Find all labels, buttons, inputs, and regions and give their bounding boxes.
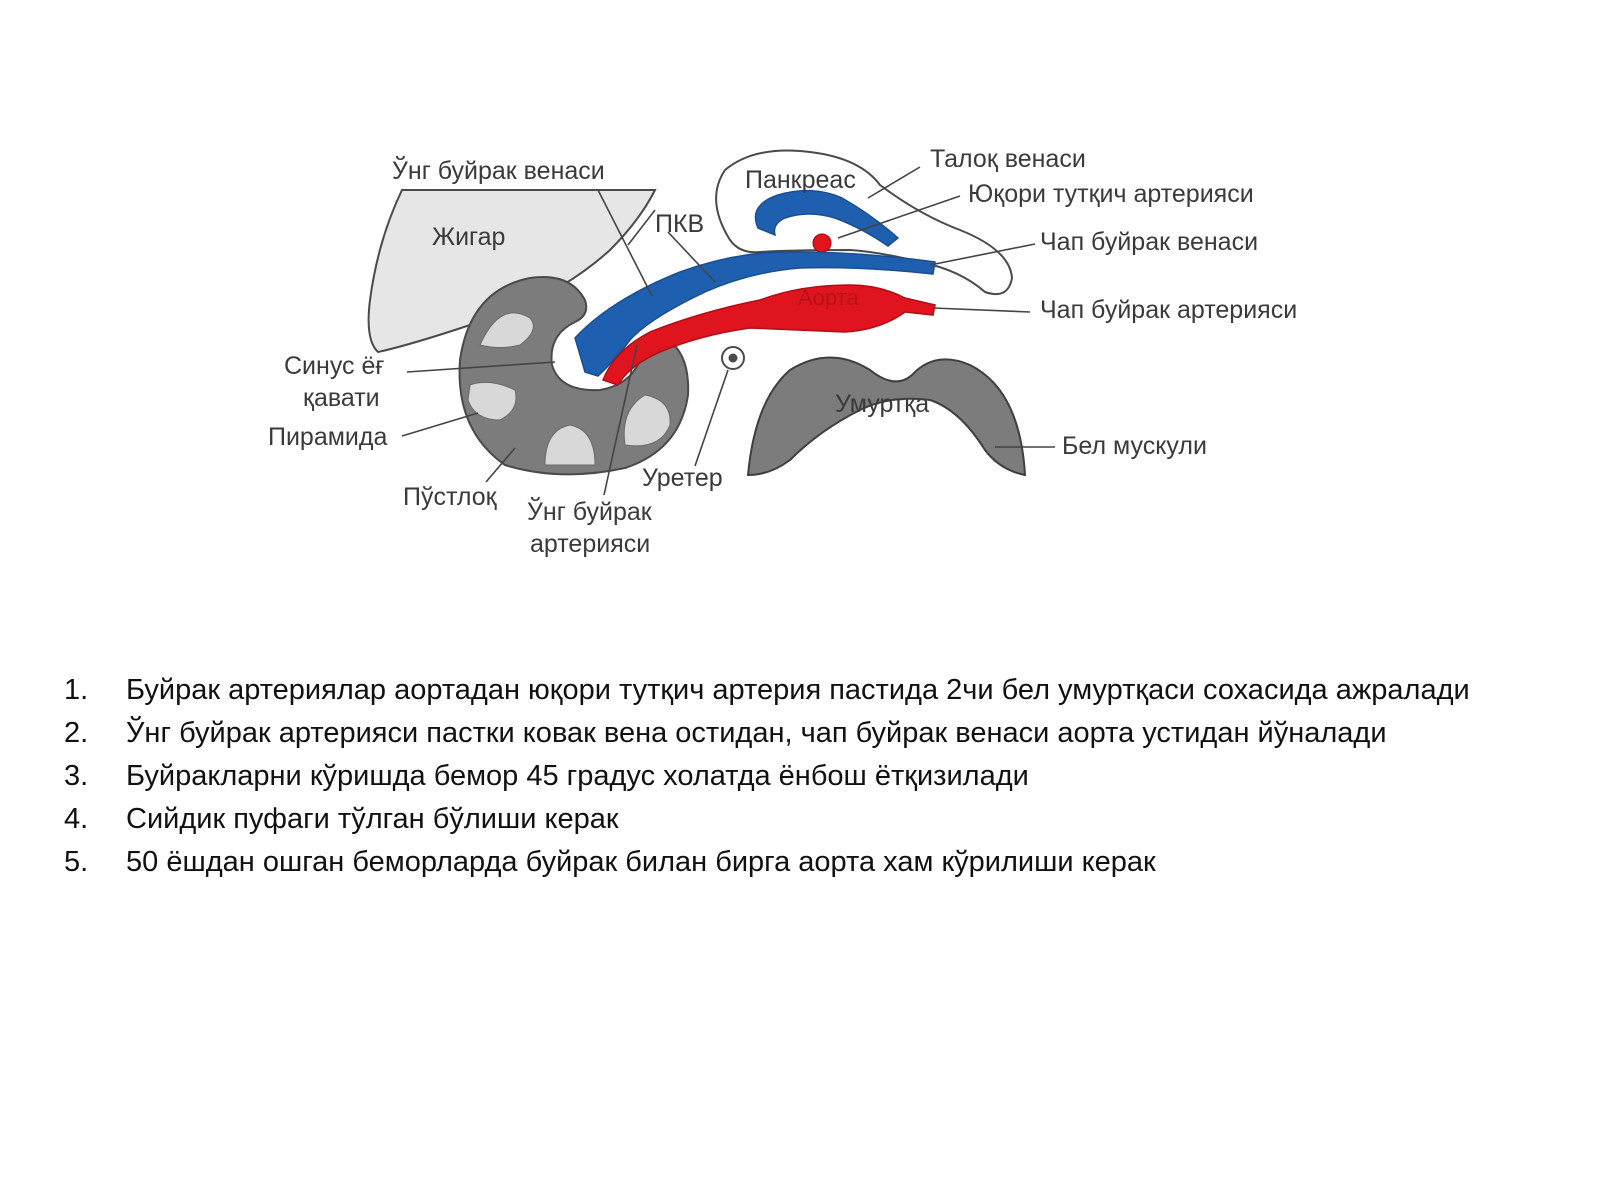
- label-right-renal-vein: Ўнг буйрак венаси: [392, 157, 605, 185]
- label-sinus-line2: қавати: [303, 384, 380, 412]
- label-pyramid: Пирамида: [268, 423, 388, 451]
- label-cortex: Пўстлоқ: [403, 483, 497, 511]
- list-item-number: 1.: [64, 674, 89, 706]
- list-item-text: Буйракларни кўришда бемор 45 градус холатда ёнбош ётқизилади: [126, 760, 1029, 792]
- list-item-number: 3.: [64, 760, 89, 792]
- label-right-renal-artery-line2: артерияси: [530, 530, 651, 558]
- label-sma: Юқори тутқич артерияси: [968, 180, 1254, 208]
- list-item: [64, 844, 1564, 880]
- label-aorta: Аорта: [798, 285, 859, 310]
- sma-dot: [813, 234, 831, 252]
- label-vertebra: Умуртқа: [835, 390, 930, 418]
- label-psoas: Бел мускули: [1062, 432, 1207, 460]
- label-pancreas: Панкреас: [745, 166, 856, 194]
- label-right-renal-artery-line1: Ўнг буйрак: [527, 498, 652, 526]
- list-item-text: Сийдик пуфаги тўлган бўлиши керак: [126, 803, 619, 835]
- list-item-text: Буйрак артериялар аортадан юқори тутқич артерия пастида 2чи бел умуртқаси сохасида ажралади: [126, 674, 1470, 706]
- label-left-renal-artery: Чап буйрак артерияси: [1040, 296, 1298, 324]
- list-item-number: 2.: [64, 717, 89, 749]
- ureter-inner: [729, 354, 738, 363]
- label-ivc: ПКВ: [655, 210, 705, 238]
- list-item: [64, 758, 1564, 794]
- list-item: [64, 672, 1564, 708]
- label-liver: Жигар: [432, 223, 506, 251]
- list-item-number: 5.: [64, 846, 89, 878]
- list-item-number: 4.: [64, 803, 89, 835]
- label-ureter: Уретер: [642, 464, 723, 492]
- label-sinus-line1: Синус ёғ: [284, 352, 385, 380]
- label-left-renal-vein: Чап буйрак венаси: [1040, 228, 1259, 256]
- list-item: [64, 715, 1564, 751]
- notes-list: [64, 672, 1564, 887]
- list-item-text: Ўнг буйрак артерияси пастки ковак вена остидан, чап буйрак венаси аорта устидан йўналади: [126, 717, 1387, 749]
- list-item-text: 50 ёшдан ошган беморларда буйрак билан бирга аорта хам кўрилиши керак: [126, 846, 1156, 878]
- label-splenic-vein: Талоқ венаси: [930, 145, 1086, 173]
- list-item: [64, 801, 1564, 837]
